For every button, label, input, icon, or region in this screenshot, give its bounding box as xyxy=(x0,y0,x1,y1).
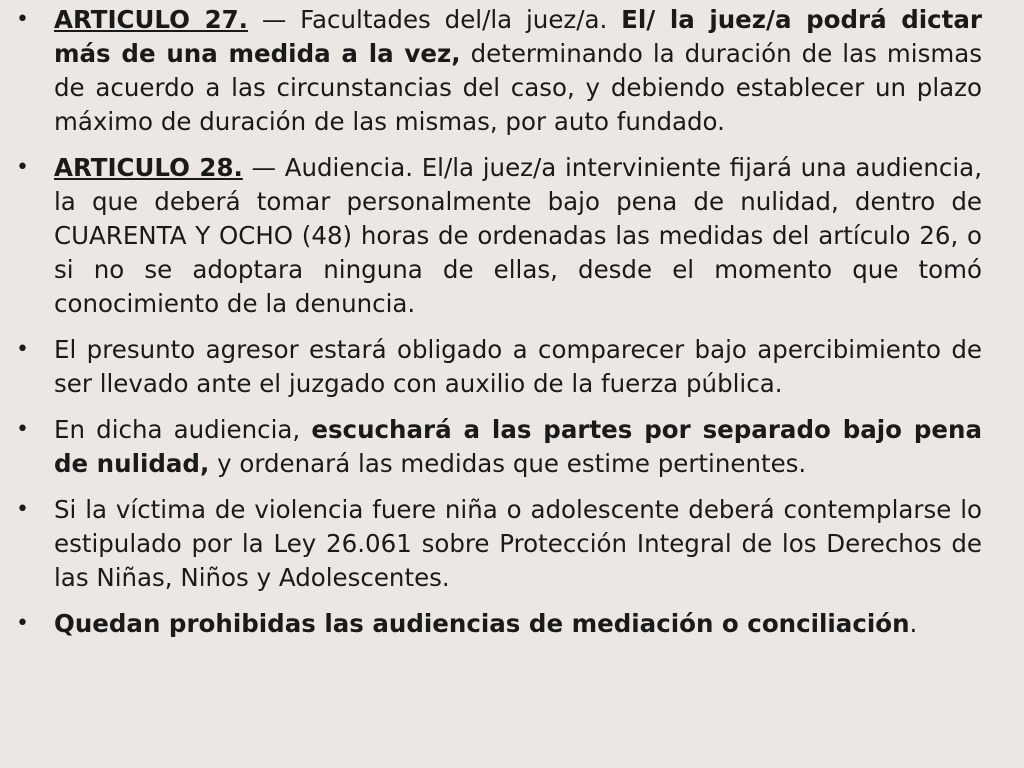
article-27-bold: El/ la juez/a podrá dictar más de una medida a la vez, xyxy=(54,5,982,68)
list-item xyxy=(12,151,982,321)
item-text xyxy=(54,151,982,321)
item-4-after: y ordenará las medidas que estime pertinentes. xyxy=(209,449,807,478)
list-item xyxy=(12,493,982,595)
bullet-icon: • xyxy=(16,497,29,522)
item-4-before: En dicha audiencia, xyxy=(54,415,312,444)
bullet-list xyxy=(12,3,982,653)
item-text xyxy=(54,413,982,481)
bullet-icon: • xyxy=(16,417,29,442)
item-6-after: . xyxy=(909,609,918,638)
article-27-rest: determinando la duración de las mismas de acuerdo a las circunstancias del caso, y debiendo establecer un plazo máximo de duración de las mismas, por auto fundado. xyxy=(54,39,982,136)
article-27-title: — Facultades del/la juez/a. xyxy=(247,5,622,34)
article-28-rest: — Audiencia. El/la juez/a interviniente fijará una audiencia, la que deberá tomar personalmente bajo pena de nulidad, dentro de CUARENTA Y OCHO (48) horas de ordenadas las medidas del artículo 26, o si no se adoptara ninguna de ellas, desde el momento que tomó conocimiento de la denuncia. xyxy=(54,153,982,318)
item-text: Si la víctima de violencia fuere niña o adolescente deberá contemplarse lo estipulado por la Ley 26.061 sobre Protección Integral de los Derechos de las Niñas, Niños y Adolescentes. xyxy=(54,495,982,592)
list-item xyxy=(12,333,982,401)
bullet-icon: • xyxy=(16,611,29,636)
bullet-icon: • xyxy=(16,155,29,180)
item-text xyxy=(54,607,982,641)
list-item xyxy=(12,607,982,641)
item-text xyxy=(54,3,982,139)
article-28-label: ARTICULO 28. xyxy=(54,153,243,182)
list-item xyxy=(12,413,982,481)
bullet-icon: • xyxy=(16,337,29,362)
item-4-bold: escuchará a las partes por separado bajo pena de nulidad, xyxy=(54,415,982,478)
item-text: El presunto agresor estará obligado a comparecer bajo apercibimiento de ser llevado ante el juzgado con auxilio de la fuerza pública. xyxy=(54,335,982,398)
item-6-bold: Quedan prohibidas las audiencias de mediación o conciliación xyxy=(54,609,910,638)
article-27-label: ARTICULO 27. xyxy=(54,5,248,34)
bullet-icon: • xyxy=(16,7,29,32)
list-item xyxy=(12,3,982,139)
